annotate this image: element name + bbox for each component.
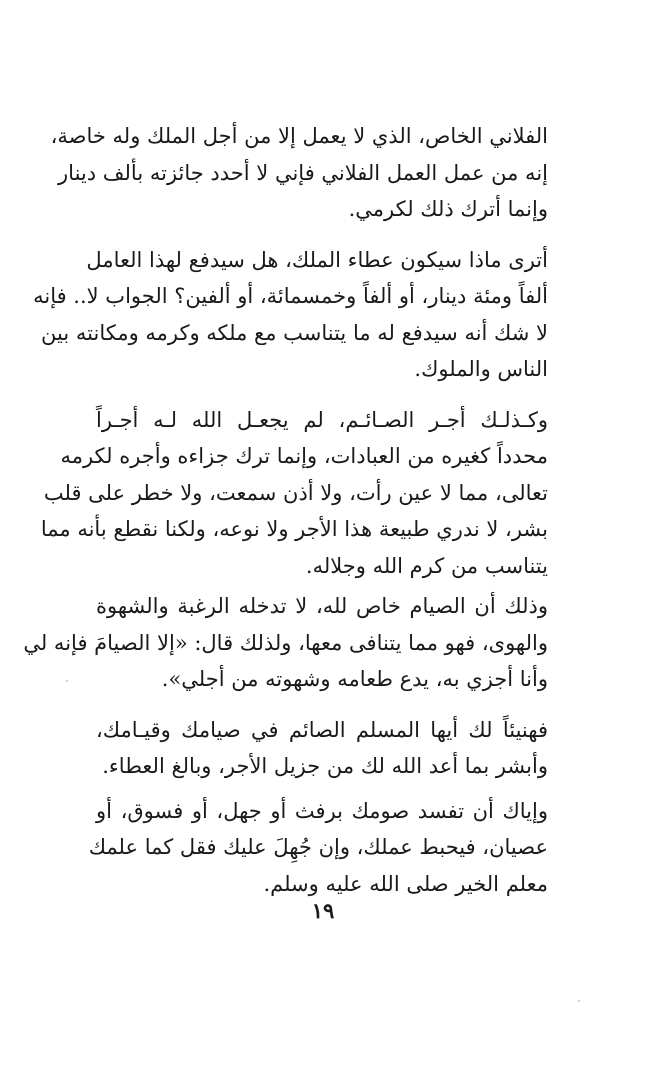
text-line: الناس والملوك. xyxy=(414,357,548,381)
text-line: الفلاني الخاص، الذي لا يعمل إلا من أجل الملك وله خاصة، xyxy=(50,124,548,148)
paragraph-gap xyxy=(96,698,548,712)
text-line: محدداً كغيره من العبادات، وإنما ترك جزاءه وأجره لكرمه xyxy=(60,444,548,468)
text-line: فهنيئاً لك أيها المسلم الصائم في صيامك وقيـامك، xyxy=(96,717,548,742)
text-line: وإياك أن تفسد صومك برفث أو جهل، أو فسوق، أو xyxy=(96,798,548,823)
text-line: إنه من عمل العمل الفلاني فإني لا أحدد جائزته بألف دينار xyxy=(58,160,548,185)
paragraph-6 xyxy=(88,793,548,903)
paragraph-3 xyxy=(40,402,548,585)
paragraph-5 xyxy=(96,712,548,785)
text-line: تعالى، مما لا عين رأت، ولا أذن سمعت، ولا خطر على قلب xyxy=(43,480,548,505)
paragraph-4 xyxy=(23,588,548,698)
page-number: ١٩ xyxy=(311,898,335,923)
text-line: بشر، لا ندري طبيعة هذا الأجر ولا نوعه، ولكنا نقطع بأنه مما xyxy=(40,517,548,541)
scan-speck xyxy=(66,680,68,682)
scan-speck xyxy=(578,1000,580,1002)
paragraph-gap xyxy=(96,388,548,402)
text-line: وأبشر بما أعد الله لك من جزيل الأجر، وبالغ العطاء. xyxy=(102,754,548,778)
text-line: لا شك أنه سيدفع له ما يتناسب مع ملكه وكرمه ومكانته بين xyxy=(41,320,548,345)
text-line: وإنما أترك ذلك لكرمي. xyxy=(348,197,548,221)
paragraph-2 xyxy=(33,242,548,388)
text-line: يتناسب من كرم الله وجلاله. xyxy=(305,553,548,578)
paragraph-gap xyxy=(96,228,548,242)
text-line: عصيان، فيحبط عملك، وإن جُهِلَ عليك فقل كما علمك xyxy=(88,835,548,859)
text-line: وذلك أن الصيام خاص لله، لا تدخله الرغبة والشهوة xyxy=(96,594,548,618)
body-text xyxy=(23,118,548,902)
text-line: وأنا أجزي به، يدع طعامه وشهوته من أجلي». xyxy=(161,667,548,691)
text-line: والهوى، فهو مما يتنافى معها، ولذلك قال: «إلا الصيامَ فإنه لي xyxy=(23,630,548,655)
text-line: ألفاً ومئة دينار، أو ألفاً وخمسمائة، أو ألفين؟ الجواب لا.. فإنه xyxy=(33,284,548,308)
text-line: وكـذلـك أجـر الصـائـم، لم يجعـل الله لـه أجـراً xyxy=(96,407,548,432)
paragraph-1 xyxy=(50,118,548,228)
text-line: أترى ماذا سيكون عطاء الملك، هل سيدفع لهذا العامل xyxy=(86,247,548,272)
paragraph-gap xyxy=(96,785,548,793)
text-line: معلم الخير صلى الله عليه وسلم. xyxy=(263,871,548,896)
